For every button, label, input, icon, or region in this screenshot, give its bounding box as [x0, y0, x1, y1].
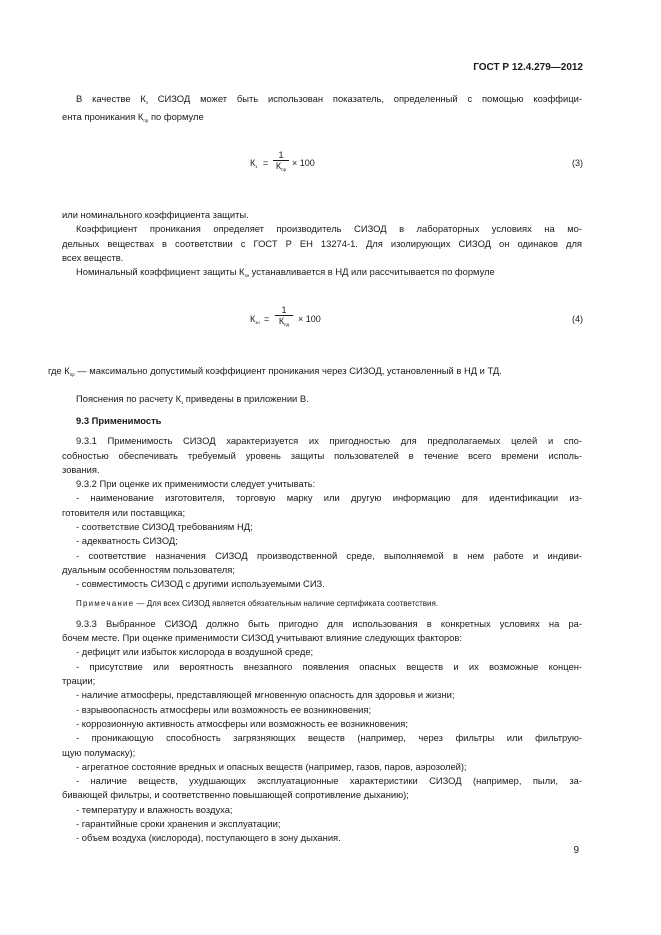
list-item: - объем воздуха (кислорода), поступающего в зону дыхания. — [76, 832, 341, 844]
list-item-continuation: готовителя или поставщика; — [62, 506, 186, 518]
list-item: - температуру и влажность воздуха; — [76, 803, 233, 815]
text-line: 9.3.2 При оценке их применимости следует учитывать: — [76, 478, 316, 490]
formula-equals: = — [263, 158, 269, 168]
list-item: - коррозионную активность атмосферы или возможность ее возникновения; — [76, 717, 408, 729]
list-item: - соответствие назначения СИЗОД производственной среде, выполняемой в нем работе и индиви- — [76, 549, 582, 561]
list-item: - агрегатное состояние вредных и опасных веществ (например, газов, паров, аэрозолей); — [76, 760, 467, 772]
text-line: Пояснения по расчету $К_з$ приведены в приложении В. — [76, 393, 309, 405]
text-line: ента проникания $К_{пр}$ по формуле — [62, 111, 204, 124]
text-line: или номинального коэффициента защиты. — [62, 209, 249, 220]
list-item-continuation: трации; — [62, 675, 96, 687]
list-item: - адекватность СИЗОД; — [76, 535, 178, 547]
formula-lhs: $К_з$ — [250, 158, 258, 169]
formula-multiplier: × 100 — [292, 158, 315, 168]
list-item: - взрывоопасность атмосферы или возможность ее возникновения; — [76, 703, 372, 715]
text-line: бочем месте. При оценке применимости СИЗОД учитывают влияние следующих факторов: — [62, 632, 462, 644]
fraction-denominator: $К_{пр}$ — [273, 160, 289, 172]
list-item: - наличие атмосферы, представляющей мгновенную опасность для здоровья и жизни; — [76, 689, 455, 701]
section-9-3 — [62, 414, 582, 846]
note: Примечание — Для всех СИЗОД является обязательным наличие сертификата соответствия. — [76, 598, 439, 608]
text-line: зования. — [62, 463, 100, 475]
formula-fraction — [273, 150, 289, 172]
equation-number: (3) — [572, 158, 583, 168]
list-item: - проникающую способность загрязняющих веществ (например, через фильтры или фильтрую- — [76, 732, 582, 744]
formula-fraction — [275, 305, 293, 327]
text-line: 9.3.3 Выбранное СИЗОД должно быть пригодно для использования в конкретных условиях на ра- — [76, 617, 582, 629]
text-line: Коэффициент проникания определяет производитель СИЗОД в лабораторных условиях на мо- — [76, 223, 582, 235]
list-item-continuation: бивающей фильтры, и соответственно повышающей сопротивление дыханию); — [62, 789, 409, 801]
text-line: всех веществ. — [62, 251, 124, 263]
list-item: - наличие веществ, ухудшающих эксплуатационные характеристики СИЗОД (например, пыли, за- — [76, 775, 582, 787]
formula-4 — [0, 305, 661, 339]
text-line: В качестве $К_з$ СИЗОД может быть использован показатель, определенный с помощью коэффици- — [76, 93, 582, 105]
paragraph-protection-factor — [62, 92, 582, 129]
text-line: Номинальный коэффициент защиты $К_{зн}$ устанавливается в НД или рассчитывается по формуле — [76, 266, 495, 279]
section-heading: 9.3 Применимость — [76, 415, 162, 426]
document-header: ГОСТ Р 12.4.279—2012 — [473, 62, 583, 73]
page-number: 9 — [573, 845, 579, 856]
formula-multiplier: × 100 — [298, 314, 321, 324]
formula-lhs: $К_{зн}$ — [250, 314, 260, 325]
list-item: - соответствие СИЗОД требованиям НД; — [76, 521, 253, 533]
fraction-numerator: 1 — [278, 150, 284, 160]
list-item-continuation: дуальным особенностям пользователя; — [62, 563, 235, 575]
text-line: дельных веществах в соответствии с ГОСТ Р ЕН 13274-1. Для изолирующих СИЗОД он одинаков для — [62, 237, 582, 249]
paragraph-penetration-coefficient — [62, 208, 582, 283]
list-item: - гарантийные сроки хранения и эксплуатации; — [76, 818, 281, 830]
paragraph-where — [48, 364, 582, 382]
text-line: собностью обеспечивать требуемый уровень защиты пользователей в течение всего времени исполь- — [62, 449, 582, 461]
paragraph-explanation — [62, 392, 582, 410]
equation-number: (4) — [572, 314, 583, 324]
list-item: - присутствие или вероятность внезапного появления опасных веществ и их возможные концен- — [76, 660, 582, 672]
list-item-continuation: щую полумаску); — [62, 746, 136, 758]
list-item: - дефицит или избыток кислорода в воздушной среде; — [76, 646, 314, 658]
list-item: - совместимость СИЗОД с другими используемыми СИЗ. — [76, 578, 325, 590]
fraction-denominator: $К_{пд}$ — [275, 315, 293, 327]
note-label: Примечание — [76, 598, 135, 608]
text-line: где $К_{пр}$ — максимально допустимый коэффициент проникания через СИЗОД, установленный в НД и ТД. — [48, 365, 502, 377]
formula-3 — [0, 150, 661, 184]
text-line: 9.3.1 Применимость СИЗОД характеризуется их пригодностью для предполагаемых целей и спо- — [76, 435, 582, 447]
formula-equals: = — [264, 314, 270, 324]
list-item: - наименование изготовителя, торговую марку или другую информацию для идентификации из- — [76, 492, 582, 504]
fraction-numerator: 1 — [281, 305, 287, 315]
